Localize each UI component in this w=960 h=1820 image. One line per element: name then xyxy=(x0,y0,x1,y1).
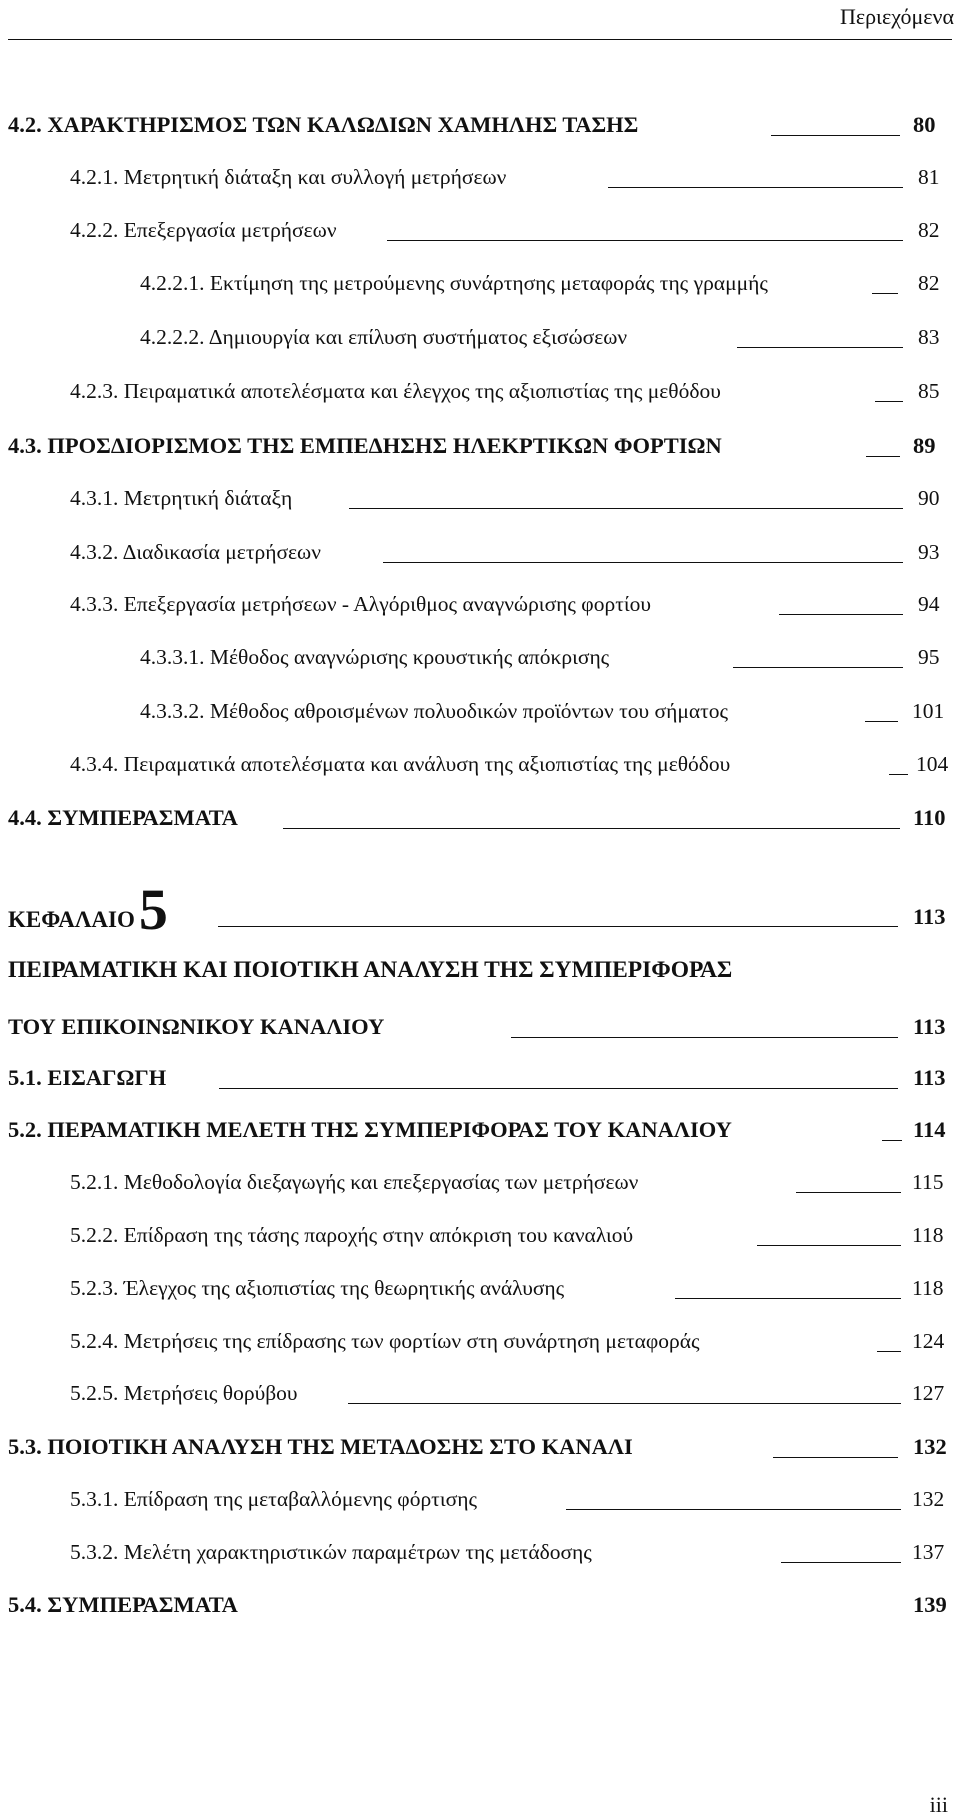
toc-entry-label: 5.2.4. Μετρήσεις της επίδρασης των φορτίων στη συνάρτηση μεταφοράς xyxy=(70,1329,700,1353)
toc-entry-page: 82 xyxy=(918,271,940,295)
toc-entry-page: 114 xyxy=(913,1117,946,1142)
toc-entry-label: 5.3.1. Επίδραση της μεταβαλλόμενης φόρτισης xyxy=(70,1487,477,1511)
toc-entry-label: 4.2.2. Επεξεργασία μετρήσεων xyxy=(70,218,337,242)
toc-entry-label: 4.3. ΠΡΟΣΔΙΟΡΙΣΜΟΣ ΤΗΣ ΕΜΠΕΔΗΣΗΣ ΗΛΕΚΡΤΙΚΩΝ ΦΟΡΤΙΩΝ xyxy=(8,433,722,458)
toc-leader xyxy=(566,1509,901,1510)
toc-entry-label: 5.2.2. Επίδραση της τάσης παροχής στην απόκριση του καναλιού xyxy=(70,1223,634,1247)
toc-entry-label: 5.2. ΠΕΡΑΜΑΤΙΚΗ ΜΕΛΕΤΗ ΤΗΣ ΣΥΜΠΕΡΙΦΟΡΑΣ ΤΟΥ ΚΑΝΑΛΙΟΥ xyxy=(8,1117,732,1142)
toc-leader xyxy=(796,1192,901,1193)
toc-leader xyxy=(882,1140,902,1141)
chapter-number: 5 xyxy=(138,877,168,942)
toc-entry-page: 118 xyxy=(912,1276,944,1300)
toc-entry-page: 104 xyxy=(916,752,949,776)
toc-entry-label: 4.4. ΣΥΜΠΕΡΑΣΜΑΤΑ xyxy=(8,805,238,830)
toc-leader xyxy=(608,187,903,188)
chapter-leader xyxy=(218,926,898,927)
toc-leader xyxy=(773,1457,898,1458)
toc-entry-page: 127 xyxy=(912,1381,945,1405)
toc-leader xyxy=(387,240,903,241)
toc-entry-label: 4.3.1. Μετρητική διάταξη xyxy=(70,486,293,510)
toc-entry-page: 137 xyxy=(912,1540,945,1564)
toc-leader xyxy=(872,293,898,294)
header-rule xyxy=(8,39,952,40)
toc-entry-label: 4.2.2.1. Εκτίμηση της μετρούμενης συνάρτησης μεταφοράς της γραμμής xyxy=(140,271,768,295)
toc-entry-label: 4.3.3. Επεξεργασία μετρήσεων - Αλγόριθμος αναγνώρισης φορτίου xyxy=(70,592,652,616)
toc-leader xyxy=(779,614,903,615)
toc-leader xyxy=(781,1562,901,1563)
toc-leader xyxy=(511,1037,898,1038)
toc-entry-page: 83 xyxy=(918,325,940,349)
toc-leader xyxy=(771,135,900,136)
toc-entry-label: 5.2.3. Έλεγχος της αξιοπιστίας της θεωρητικής ανάλυσης xyxy=(70,1276,565,1300)
toc-leader xyxy=(866,456,900,457)
toc-entry-page: 124 xyxy=(912,1329,945,1353)
toc-entry-page: 101 xyxy=(912,699,945,723)
toc-leader xyxy=(348,1403,901,1404)
toc-entry-label: 5.3. ΠΟΙΟΤΙΚΗ ΑΝΑΛΥΣΗ ΤΗΣ ΜΕΤΑΔΟΣΗΣ ΣΤΟ ΚΑΝΑΛΙ xyxy=(8,1434,633,1459)
toc-leader xyxy=(875,401,903,402)
toc-entry-page: 113 xyxy=(913,1014,946,1039)
toc-leader xyxy=(889,774,908,775)
toc-leader xyxy=(737,347,903,348)
toc-entry-label: 4.3.2. Διαδικασία μετρήσεων xyxy=(70,540,321,564)
chapter-title-line1: ΠΕΙΡΑΜΑΤΙΚΗ ΚΑΙ ΠΟΙΟΤΙΚΗ ΑΝΑΛΥΣΗ ΤΗΣ ΣΥΜΠΕΡΙΦΟΡΑΣ xyxy=(8,957,733,983)
toc-entry-label: 4.2.1. Μετρητική διάταξη και συλλογή μετρήσεων xyxy=(70,165,507,189)
toc-entry-label: 5.2.5. Μετρήσεις θορύβου xyxy=(70,1381,298,1405)
toc-entry-label: 4.3.3.1. Μέθοδος αναγνώρισης κρουστικής απόκρισης xyxy=(140,645,610,669)
toc-entry-label: 4.2.3. Πειραματικά αποτελέσματα και έλεγχος της αξιοπιστίας της μεθόδου xyxy=(70,379,721,403)
toc-leader xyxy=(877,1351,901,1352)
toc-entry-label: 4.2.2.2. Δημιουργία και επίλυση συστήματος εξισώσεων xyxy=(140,325,628,349)
toc-entry-page: 95 xyxy=(918,645,940,669)
toc-entry-page: 115 xyxy=(912,1170,944,1194)
toc-entry-label: 5.3.2. Μελέτη χαρακτηριστικών παραμέτρων της μετάδοσης xyxy=(70,1540,592,1564)
toc-entry-page: 132 xyxy=(913,1434,947,1459)
toc-entry-label: 4.3.4. Πειραματικά αποτελέσματα και ανάλυση της αξιοπιστίας της μεθόδου xyxy=(70,752,731,776)
toc-entry-label: 5.2.1. Μεθοδολογία διεξαγωγής και επεξεργασίας των μετρήσεων xyxy=(70,1170,639,1194)
toc-entry-page: 93 xyxy=(918,540,940,564)
toc-entry-page: 81 xyxy=(918,165,940,189)
chapter-label: ΚΕΦΑΛΑΙΟ xyxy=(8,907,135,932)
toc-entry-page: 90 xyxy=(918,486,940,510)
toc-leader xyxy=(349,508,903,509)
toc-entry-label: 4.3.3.2. Μέθοδος αθροισμένων πολυοδικών προϊόντων του σήματος xyxy=(140,699,729,723)
toc-leader xyxy=(865,721,898,722)
toc-leader xyxy=(383,562,903,563)
toc-leader xyxy=(733,667,903,668)
toc-entry-page: 85 xyxy=(918,379,940,403)
toc-entry-page: 94 xyxy=(918,592,940,616)
toc-entry-page: 139 xyxy=(913,1592,947,1617)
running-header: Περιεχόμενα xyxy=(839,4,954,29)
chapter-page: 113 xyxy=(913,904,946,929)
page-number: iii xyxy=(929,1792,948,1817)
toc-entry-page: 82 xyxy=(918,218,940,242)
toc-leader xyxy=(219,1088,898,1089)
toc-entry-page: 80 xyxy=(913,112,936,137)
toc-entry-label: 5.1. ΕΙΣΑΓΩΓΗ xyxy=(8,1065,167,1090)
toc-leader xyxy=(283,828,900,829)
toc-entry-page: 89 xyxy=(913,433,936,458)
toc-entry-page: 132 xyxy=(912,1487,945,1511)
toc-entry-page: 118 xyxy=(912,1223,944,1247)
toc-leader xyxy=(757,1245,901,1246)
toc-entry-label: ΤΟΥ ΕΠΙΚΟΙΝΩΝΙΚΟΥ ΚΑΝΑΛΙΟΥ xyxy=(8,1014,385,1039)
toc-entry-page: 113 xyxy=(913,1065,946,1090)
toc-entry-page: 110 xyxy=(913,805,946,830)
toc-entry-label: 5.4. ΣΥΜΠΕΡΑΣΜΑΤΑ xyxy=(8,1592,238,1617)
toc-entry-label: 4.2. ΧΑΡΑΚΤΗΡΙΣΜΟΣ ΤΩΝ ΚΑΛΩΔΙΩΝ ΧΑΜΗΛΗΣ ΤΑΣΗΣ xyxy=(8,112,639,137)
toc-leader xyxy=(675,1298,901,1299)
chapter-heading xyxy=(8,876,168,943)
